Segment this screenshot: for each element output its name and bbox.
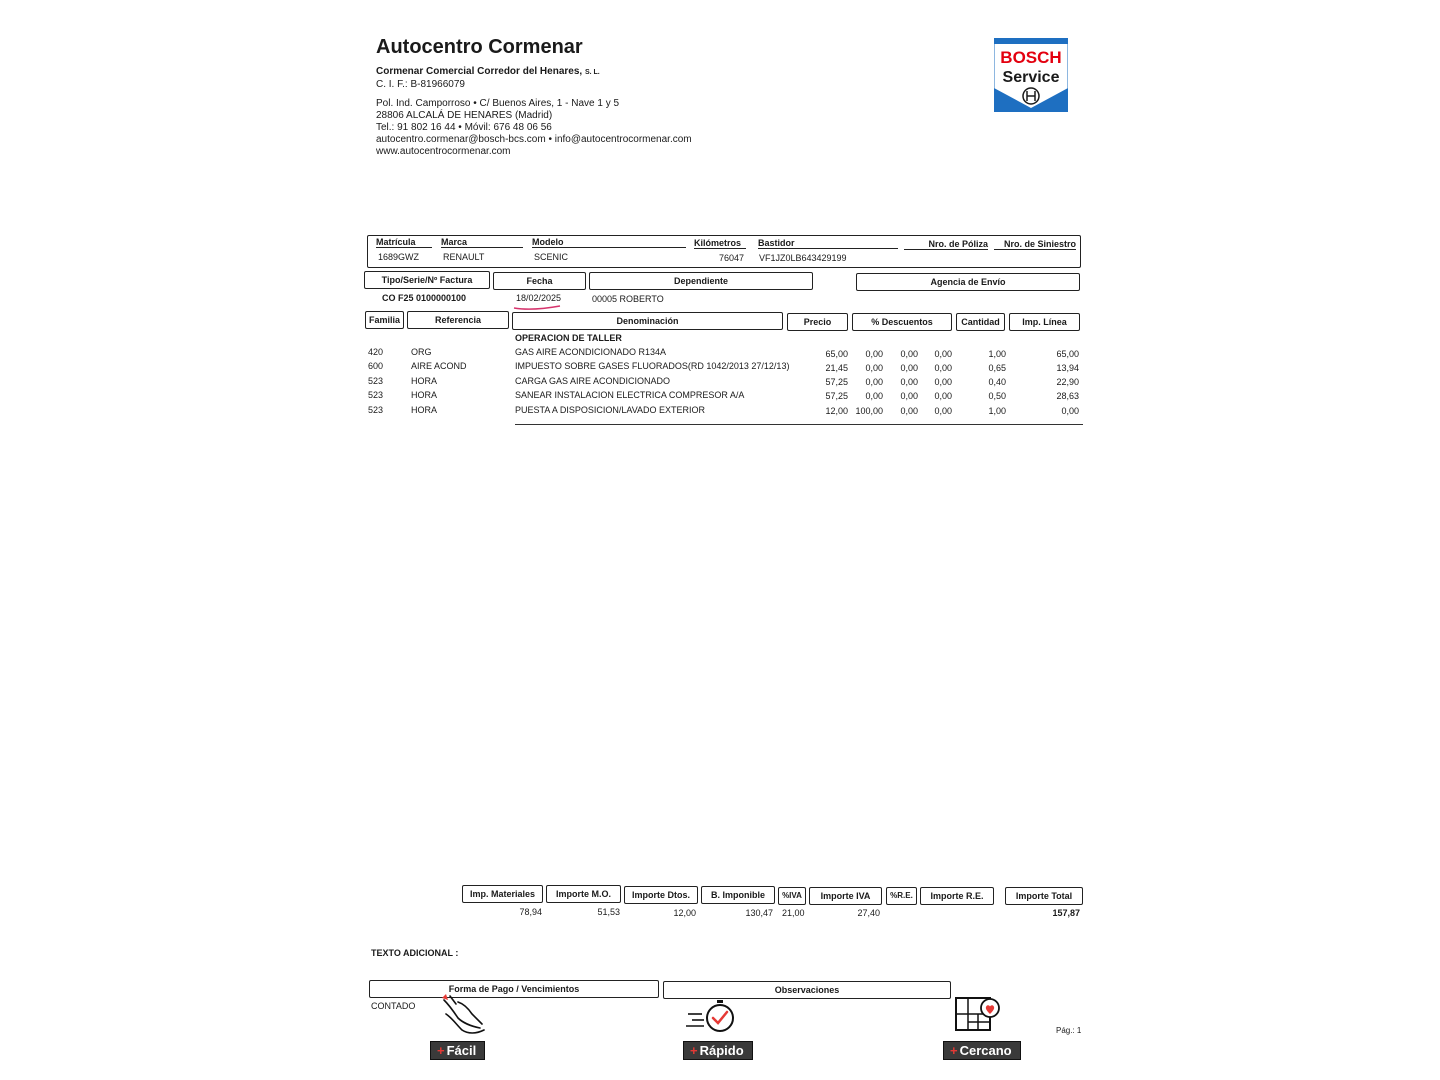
table-row — [0, 361, 1440, 375]
label-dependiente: Dependiente — [589, 272, 813, 290]
col-familia: Familia — [365, 311, 404, 329]
legal-name-text: Cormenar Comercial Corredor del Henares — [376, 66, 580, 77]
label-importe-dtos: Importe Dtos. — [624, 886, 698, 904]
company-name: Autocentro Cormenar — [376, 36, 583, 58]
logo-sub: Service — [1002, 69, 1060, 86]
forma-pago-label: Forma de Pago / Vencimientos — [369, 980, 659, 998]
cell-importe: 28,63 — [1056, 391, 1079, 401]
value-bastidor: VF1JZ0LB643429199 — [759, 253, 847, 263]
company-address — [376, 98, 692, 158]
label-importe-re: Importe R.E. — [920, 887, 994, 905]
company-legal-name: Cormenar Comercial Corredor del Henares, S. L. — [376, 66, 600, 77]
cell-dto3: 0,00 — [934, 391, 952, 401]
cell-precio: 57,25 — [825, 377, 848, 387]
forma-pago-value: CONTADO — [371, 1001, 416, 1011]
texto-adicional-label: TEXTO ADICIONAL : — [371, 948, 459, 958]
cell-cantidad: 0,50 — [988, 391, 1006, 401]
cell-cantidad: 0,65 — [988, 363, 1006, 373]
table-row — [0, 376, 1440, 390]
cell-dto2: 0,00 — [900, 406, 918, 416]
cell-familia: 523 — [368, 376, 384, 386]
value-pct-iva: 21,00 — [782, 908, 805, 918]
col-importe: Imp. Línea — [1009, 313, 1080, 331]
value-dependiente: 00005 ROBERTO — [592, 294, 664, 304]
company-cif: C. I. F.: B-81966079 — [376, 79, 465, 90]
logo-brand: BOSCH — [1000, 48, 1062, 67]
label-tipo-factura: Tipo/Serie/Nº Factura — [364, 271, 490, 289]
value-tipo-factura: CO F25 0100000100 — [382, 293, 467, 303]
value-importe-mo: 51,53 — [597, 907, 620, 917]
label-imp-materiales: Imp. Materiales — [462, 885, 543, 903]
value-importe-dtos: 12,00 — [673, 908, 696, 918]
cell-cantidad: 0,40 — [988, 377, 1006, 387]
badge-label: Rápido — [699, 1043, 744, 1058]
value-km: 76047 — [718, 253, 744, 263]
cell-importe: 13,94 — [1056, 363, 1079, 373]
bosch-service-logo — [994, 38, 1068, 112]
label-base-imponible: B. Imponible — [701, 886, 775, 904]
legal-suffix: S. L. — [584, 69, 600, 76]
observaciones-label: Observaciones — [663, 981, 951, 999]
label-matricula: Matrícula — [376, 237, 432, 248]
label-importe-total: Importe Total — [1005, 887, 1083, 905]
cell-dto3: 0,00 — [934, 349, 952, 359]
cell-precio: 12,00 — [825, 406, 848, 416]
address-line: Pol. Ind. Camporroso • C/ Buenos Aires, 1 - Nave 1 y 5 — [376, 98, 620, 109]
label-poliza: Nro. de Póliza — [904, 239, 988, 250]
cell-dto1: 0,00 — [865, 363, 883, 373]
label-importe-mo: Importe M.O. — [546, 885, 621, 903]
cell-denominacion: SANEAR INSTALACION ELECTRICA COMPRESOR A/A — [515, 390, 745, 400]
table-row — [0, 405, 1440, 419]
cell-dto2: 0,00 — [900, 391, 918, 401]
cell-dto3: 0,00 — [934, 363, 952, 373]
address-line: Tel.: 91 802 16 44 • Móvil: 676 48 06 56 — [376, 122, 552, 133]
value-importe-total: 157,87 — [1052, 908, 1080, 918]
value-modelo: SCENIC — [534, 252, 569, 262]
cell-dto1: 0,00 — [865, 391, 883, 401]
badge-label: Cercano — [959, 1043, 1012, 1058]
cell-denominacion: GAS AIRE ACONDICIONADO R134A — [515, 347, 667, 357]
label-marca: Marca — [441, 237, 523, 248]
cell-familia: 600 — [368, 361, 384, 371]
cell-dto2: 0,00 — [900, 349, 918, 359]
label-pct-re: %R.E. — [886, 887, 917, 905]
cell-dto1: 0,00 — [865, 349, 883, 359]
handwritten-mark — [512, 303, 562, 311]
cell-referencia: ORG — [411, 347, 432, 357]
label-pct-iva: %IVA — [778, 887, 806, 905]
badge-facil — [430, 1041, 485, 1060]
cell-importe: 65,00 — [1056, 349, 1079, 359]
value-imp-materiales: 78,94 — [519, 907, 542, 917]
cell-dto2: 0,00 — [900, 377, 918, 387]
cell-denominacion: IMPUESTO SOBRE GASES FLUORADOS(RD 1042/2013 27/12/13) — [515, 361, 790, 371]
value-importe-iva: 27,40 — [857, 908, 880, 918]
address-line: autocentro.cormenar@bosch-bcs.com • info@autocentrocormenar.com — [376, 134, 692, 145]
col-referencia: Referencia — [407, 311, 509, 329]
col-denominacion: Denominación — [512, 312, 783, 330]
cell-familia: 523 — [368, 405, 384, 415]
map-location-icon — [952, 994, 1004, 1036]
label-importe-iva: Importe IVA — [809, 887, 882, 905]
cell-precio: 65,00 — [825, 349, 848, 359]
cell-denominacion: CARGA GAS AIRE ACONDICIONADO — [515, 376, 671, 386]
badge-rapido — [683, 1041, 753, 1060]
cell-precio: 57,25 — [825, 391, 848, 401]
cell-familia: 523 — [368, 390, 384, 400]
badge-cercano — [943, 1041, 1021, 1060]
label-bastidor: Bastidor — [758, 238, 898, 249]
address-line: www.autocentrocormenar.com — [376, 146, 511, 157]
cell-referencia: HORA — [411, 376, 438, 386]
label-siniestro: Nro. de Siniestro — [994, 239, 1076, 250]
table-row — [0, 347, 1440, 361]
cell-dto3: 0,00 — [934, 406, 952, 416]
cell-dto3: 0,00 — [934, 377, 952, 387]
cell-dto2: 0,00 — [900, 363, 918, 373]
cell-dto1: 0,00 — [865, 377, 883, 387]
table-end-rule — [515, 424, 1083, 425]
value-base-imponible: 130,47 — [745, 908, 773, 918]
value-matricula: 1689GWZ — [378, 252, 420, 262]
col-descuentos: % Descuentos — [852, 313, 952, 331]
label-fecha: Fecha — [493, 272, 586, 290]
value-fecha: 18/02/2025 — [516, 293, 562, 303]
table-row — [0, 390, 1440, 404]
cell-cantidad: 1,00 — [988, 406, 1006, 416]
hand-icon — [436, 990, 488, 1036]
plus-icon: + — [437, 1043, 445, 1058]
cell-cantidad: 1,00 — [988, 349, 1006, 359]
cell-familia: 420 — [368, 347, 384, 357]
cell-referencia: AIRE ACOND — [411, 361, 467, 371]
cell-precio: 21,45 — [825, 363, 848, 373]
col-cantidad: Cantidad — [956, 313, 1005, 331]
cell-referencia: HORA — [411, 390, 438, 400]
value-marca: RENAULT — [443, 252, 485, 262]
stopwatch-check-icon — [684, 996, 740, 1036]
label-agencia: Agencia de Envío — [856, 273, 1080, 291]
label-modelo: Modelo — [532, 237, 686, 248]
address-line: 28806 ALCALÁ DE HENARES (Madrid) — [376, 110, 553, 121]
section-title: OPERACION DE TALLER — [515, 333, 622, 343]
cell-denominacion: PUESTA A DISPOSICION/LAVADO EXTERIOR — [515, 405, 706, 415]
plus-icon: + — [690, 1043, 698, 1058]
cell-importe: 22,90 — [1056, 377, 1079, 387]
plus-icon: + — [950, 1043, 958, 1058]
cell-referencia: HORA — [411, 405, 438, 415]
badge-label: Fácil — [446, 1043, 477, 1058]
page-number: Pág.: 1 — [1056, 1026, 1082, 1035]
cell-importe: 0,00 — [1061, 406, 1079, 416]
cell-dto1: 100,00 — [855, 406, 883, 416]
label-km: Kilómetros — [694, 238, 746, 249]
col-precio: Precio — [787, 313, 848, 331]
